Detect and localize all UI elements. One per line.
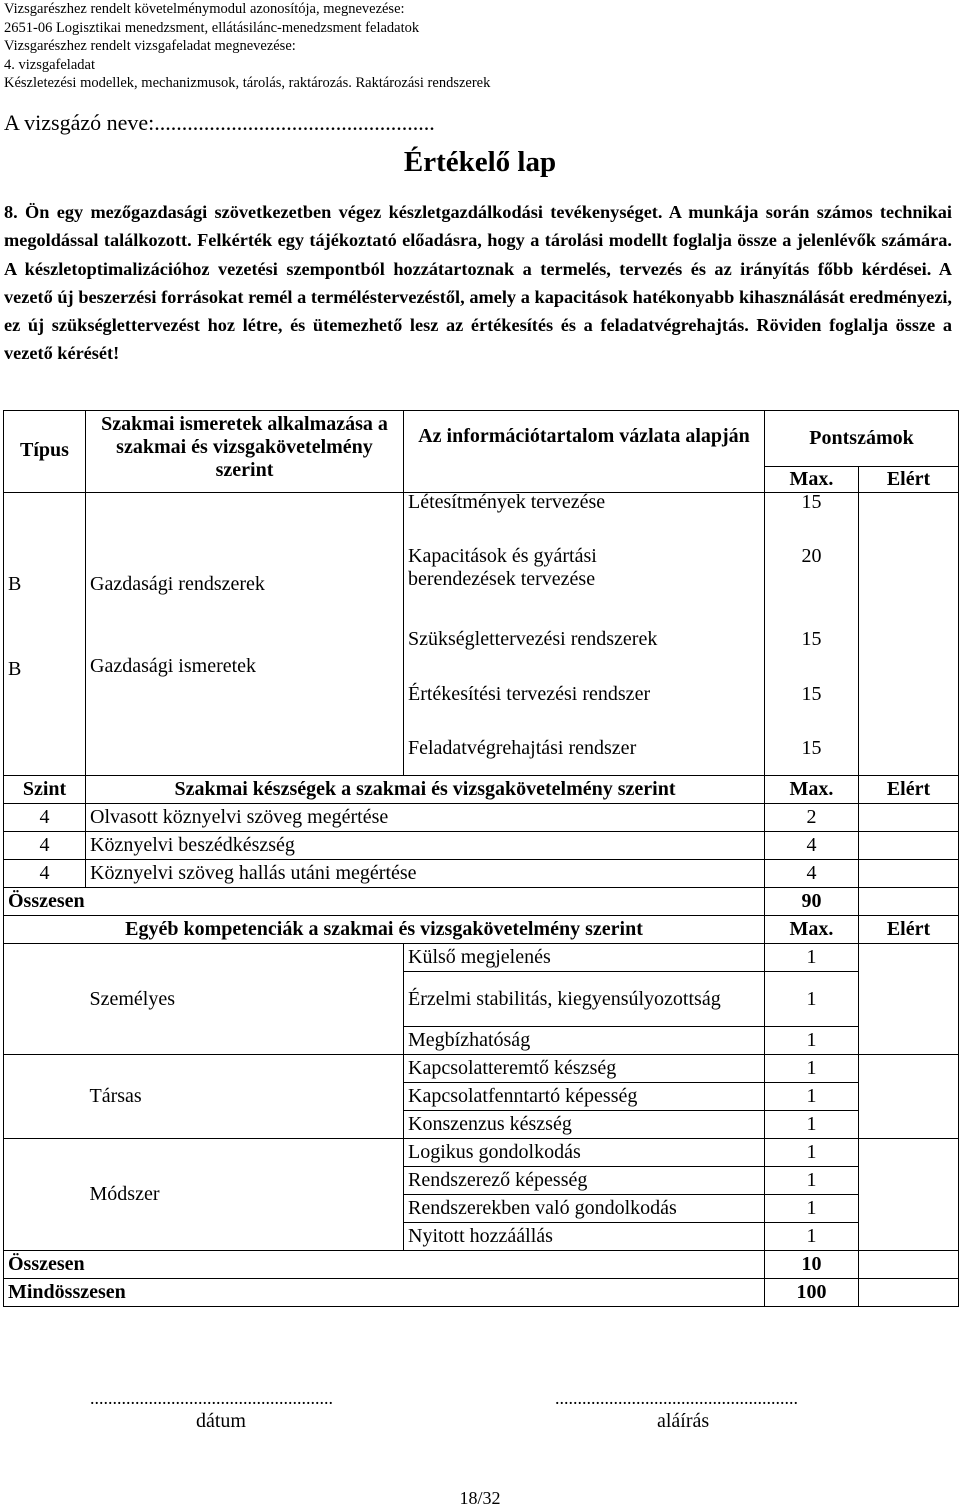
competency-text: Megbízhatóság	[404, 1027, 765, 1055]
header-line: 4. vizsgafeladat	[4, 56, 95, 73]
competency-text: Logikus gondolkodás	[404, 1139, 765, 1167]
skill-achieved[interactable]	[859, 832, 959, 860]
signature-label: aláírás	[657, 1410, 710, 1432]
page-number: 18/32	[459, 1488, 501, 1508]
item-max: 15	[801, 491, 822, 513]
item-text: Kapacitások és gyártási berendezések tervezése	[408, 545, 597, 590]
knowledge-achieved-cell[interactable]	[859, 493, 959, 776]
competency-text: Nyitott hozzáállás	[404, 1223, 765, 1251]
module-header	[4, 0, 954, 93]
knowledge-header: Szakmai ismeretek alkalmazása a szakmai és vizsgakövetelmény szerint	[86, 411, 404, 493]
level-header: Szint	[4, 776, 86, 804]
subtotal-label: Összesen	[4, 888, 765, 916]
type-value: B	[8, 658, 22, 680]
area-label: Gazdasági ismeretek	[90, 655, 257, 677]
date-dots[interactable]: ......................................................	[90, 1388, 333, 1408]
knowledge-max-cell	[765, 493, 859, 776]
competency-text: Kapcsolatfenntartó képesség	[404, 1083, 765, 1111]
competency-group-spacer	[4, 1055, 86, 1139]
type-header: Típus	[4, 411, 86, 493]
competency-max: 1	[765, 1083, 859, 1111]
task-description	[4, 198, 952, 368]
knowledge-items-cell	[404, 493, 765, 776]
competency-max: 1	[765, 1111, 859, 1139]
skill-text: Olvasott köznyelvi szöveg megértése	[86, 804, 765, 832]
skill-level: 4	[4, 804, 86, 832]
item-text: Szükséglettervezési rendszerek	[408, 628, 658, 650]
area-label: Gazdasági rendszerek	[90, 573, 265, 595]
type-value: B	[8, 573, 22, 595]
grand-total-label: Mindösszesen	[4, 1279, 765, 1307]
competency-text: Rendszerező képesség	[404, 1167, 765, 1195]
knowledge-type-cell	[4, 493, 86, 776]
scoring-table	[3, 410, 959, 1307]
competency-max: 1	[765, 972, 859, 1027]
competency-max: 1	[765, 1139, 859, 1167]
page-title: Értékelő lap	[403, 146, 557, 178]
header-line: 2651-06 Logisztikai menedzsment, ellátásilánc-menedzsment feladatok	[4, 19, 420, 36]
subtotal-max: 10	[765, 1251, 859, 1279]
competencies-header: Egyéb kompetenciák a szakmai és vizsgakövetelmény szerint	[4, 916, 765, 944]
competency-group-spacer	[4, 944, 86, 1055]
competency-text: Rendszerekben való gondolkodás	[404, 1195, 765, 1223]
competency-text: Konszenzus készség	[404, 1111, 765, 1139]
competency-max: 1	[765, 944, 859, 972]
grand-total-achieved[interactable]	[859, 1279, 959, 1307]
skill-max: 2	[765, 804, 859, 832]
competency-max: 1	[765, 1055, 859, 1083]
item-text: Értékesítési tervezési rendszer	[408, 683, 651, 705]
subtotal-label: Összesen	[4, 1251, 765, 1279]
competency-max: 1	[765, 1027, 859, 1055]
item-max: 15	[801, 628, 822, 650]
competencies-max-header: Max.	[765, 916, 859, 944]
skills-header: Szakmai készségek a szakmai és vizsgakövetelmény szerint	[86, 776, 765, 804]
skill-text: Köznyelvi beszédkészség	[86, 832, 765, 860]
achieved-header: Elért	[859, 467, 959, 493]
header-line: Vizsgarészhez rendelt követelménymodul azonosítója, megnevezése:	[4, 1, 405, 17]
subtotal-max: 90	[765, 888, 859, 916]
subtotal-achieved[interactable]	[859, 888, 959, 916]
date-label: dátum	[196, 1410, 246, 1432]
signature-dots[interactable]: ......................................................	[555, 1388, 798, 1408]
header-line: Készletezési modellek, mechanizmusok, tárolás, raktározás. Raktározási rendszerek	[4, 75, 491, 92]
skill-max: 4	[765, 832, 859, 860]
grand-total-max: 100	[765, 1279, 859, 1307]
competency-achieved[interactable]	[859, 1139, 959, 1251]
competency-text: Külső megjelenés	[404, 944, 765, 972]
max-header: Max.	[765, 467, 859, 493]
competency-group-name: Személyes	[86, 944, 404, 1055]
item-text: Létesítmények tervezése	[408, 491, 606, 513]
competency-max: 1	[765, 1223, 859, 1251]
competency-group-name: Módszer	[86, 1139, 404, 1251]
subtotal-achieved[interactable]	[859, 1251, 959, 1279]
skill-level: 4	[4, 860, 86, 888]
skills-achieved-header: Elért	[859, 776, 959, 804]
task-text: 8. Ön egy mezőgazdasági szövetkezetben végez készletgazdálkodási tevékenységet. A munkája során számos technikai megoldással találkozott. Felkérték egy tájékoztató előadásra, hogy a tárolási modellt foglalja össze a jelenlévők számára. A készletoptimalizációhoz vezetési szempontból hozzátartoznak a termelés, tervezés és az irányítás főbb kérdései. A vezető új beszerzési forrásokat remél a terméléstervezéstől, amely a kapacitások hatékonyabb kihasználását eredményezi, ez új szükséglettervezést hoz létre, és ütemezhető lesz az értékesítés és a feladatvégrehajtás. Röviden foglalja össze a vezető kérését!	[4, 202, 952, 364]
examinee-name-field: A vizsgázó neve:...................................................	[4, 110, 435, 135]
item-max: 20	[801, 545, 822, 567]
competency-text: Érzelmi stabilitás, kiegyensúlyozottság	[404, 972, 765, 1027]
skill-max: 4	[765, 860, 859, 888]
competency-max: 1	[765, 1195, 859, 1223]
points-header: Pontszámok	[765, 411, 959, 467]
item-max: 15	[801, 683, 822, 705]
info-header: Az információtartalom vázlata alapján	[404, 411, 765, 493]
competency-group-name: Társas	[86, 1055, 404, 1139]
competencies-achieved-header: Elért	[859, 916, 959, 944]
knowledge-area-cell	[86, 493, 404, 776]
skill-achieved[interactable]	[859, 860, 959, 888]
competency-achieved[interactable]	[859, 944, 959, 1055]
skill-achieved[interactable]	[859, 804, 959, 832]
competency-text: Kapcsolatteremtő készség	[404, 1055, 765, 1083]
skill-text: Köznyelvi szöveg hallás utáni megértése	[86, 860, 765, 888]
competency-achieved[interactable]	[859, 1055, 959, 1139]
competency-max: 1	[765, 1167, 859, 1195]
item-text: Feladatvégrehajtási rendszer	[408, 737, 637, 759]
competency-group-spacer	[4, 1139, 86, 1251]
item-max: 15	[801, 737, 822, 759]
skill-level: 4	[4, 832, 86, 860]
skills-max-header: Max.	[765, 776, 859, 804]
header-line: Vizsgarészhez rendelt vizsgafeladat megnevezése:	[4, 38, 296, 55]
